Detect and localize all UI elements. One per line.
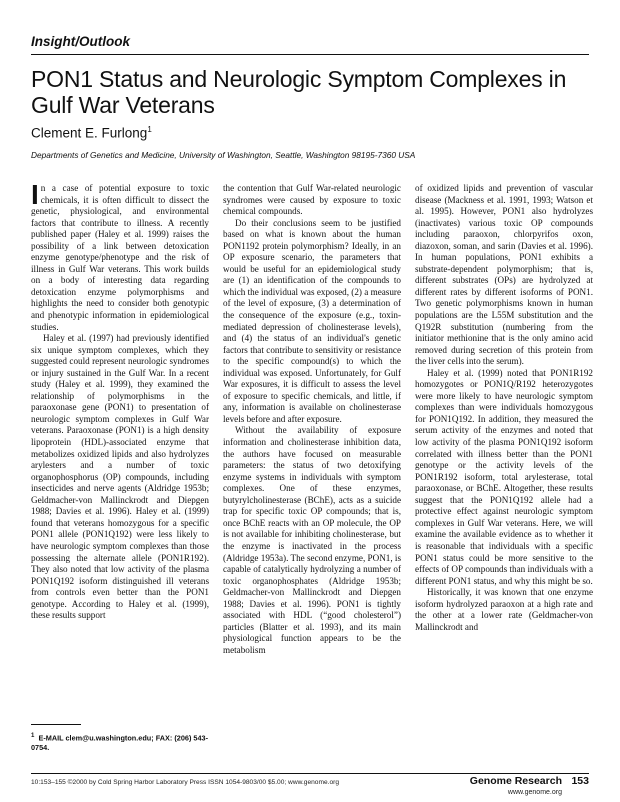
drop-cap: I [31, 179, 39, 210]
paragraph: Without the availability of exposure information and cholinesterase inhibition data, the authors have focused on measurable parameters: the status of two detoxifying enzyme systems in individuals with symptom complexes. One of these enzymes, butyrylcholinesterase (BChE), acts as a suicide trap for specific toxic OP compounds; that is, once BChE reacts with an OP molecule, the OP is not available for inhibiting cholinesterase, but the enzyme is inactivated in the process (Aldridge 1953a). The second enzyme, PON1, is capable of catalytically hydrolyzing a number of toxic organophosphates (Aldridge 1953b; Geldmacher-von Mallinckrodt and Diepgen 1988; Davies et al. 1996). PON1 is tightly associated with HDL (“good cholesterol”) particles (Blatter et al. 1993), and its main physiological function appears to be the metabolism [223, 425, 401, 655]
footer-citation: 10:153–155 ©2000 by Cold Spring Harbor Laboratory Press ISSN 1054-9803/00 $5.00; www.genome.org [31, 779, 339, 786]
page-number: 153 [571, 775, 589, 787]
paragraph: Haley et al. (1997) had previously identified six unique symptom complexes, which they suggested could represent neurologic syndromes or injury sustained in the Gulf War. In a recent study (Haley et al. 1999), they examined the relationship of polymorphisms in the paraoxonase gene (PON1) to presentation of neurologic symptom complexes in Gulf War veterans. Paraoxonase (PON1) is a high density lipoprotein (HDL)-associated enzyme that metabolizes oxidized lipids and also hydrolyzes arylesters and a number of toxic organophosphorus (OP) compounds, including insecticides and nerve agents (Aldridge 1953b; Geldmacher-von Mallinckrodt and Diepgen 1988; Davies et al. 1996). Haley et al. (1999) found that veterans homozygous for a specific PON1 allele (PON1Q192) were less likely to have neurologic symptom complexes than those possessing the alternate allele (PON1R192). They also noted that low activity of the plasma PON1Q192 isoform distinguished ill veterans from controls even better than the PON1 genotype. According to Haley et al. (1999), these results support [31, 333, 209, 621]
paragraph: Haley et al. (1999) noted that PON1R192 homozygotes or PON1Q/R192 heterozygotes were more likely to have neurologic symptom complexes than were individuals homozygous for PON1Q192. In addition, they measured the serum activity of the enzymes and noted that low activity of the plasma PON1Q192 isoform correlated with illness better than the PON1 genotype or the activity levels of the PON1R192 isoform, total arylesterase, total paraoxonase, or BChE. Altogether, these results suggest that the PON1Q192 allele had a protective effect against neurologic symptom complexes in Gulf War veterans. Here, we will examine the available evidence as to whether it is reasonable that individuals with a specific PON1 status could be more sensitive to the effects of OP compounds than individuals with a different PON1 status, and why this might be so. [415, 367, 593, 586]
section-label: Insight/Outlook [31, 34, 130, 49]
article-title: PON1 Status and Neurologic Symptom Complexes in Gulf War Veterans [31, 66, 567, 118]
author-line [31, 125, 152, 141]
footer-journal-name: Genome Research [469, 775, 562, 787]
header-rule [31, 54, 589, 55]
affiliation: Departments of Genetics and Medicine, University of Washington, Seattle, Washington 98195-7360 USA [31, 150, 416, 160]
footnote-rule [31, 724, 81, 725]
footnote-text: E-MAIL clem@u.washington.edu; FAX: (206) 543-0754. [31, 733, 209, 753]
column-1 [31, 179, 209, 622]
paragraph [31, 179, 209, 333]
footnote [31, 731, 209, 753]
author-name: Clement E. Furlong [31, 125, 148, 141]
paragraph: the contention that Gulf War-related neurologic syndromes were caused by exposure to toxic chemical compounds. [223, 183, 401, 217]
paragraph: Do their conclusions seem to be justified based on what is known about the human PON1192 protein polymorphism? Ideally, in an OP exposure scenario, the parameters that would be useful for an epidemiological study are (1) an identification of the compounds to which the individual was exposed, (2) a measure of the level of exposure, (3) a determination of the consequence of the exposure (e.g., toxin-mediated depression of cholinesterase levels), and (4) the status of an individual's genetic factors that contribute to sensitivity or resistance to the specific compound(s) to which the individual was exposed. Unfortunately, for Gulf War exposures, it is difficult to assess the level of exposure to specific chemicals, and little, if any, information is available on cholinesterase levels before and after exposure. [223, 217, 401, 424]
column-2 [223, 183, 401, 656]
column-3 [415, 183, 593, 633]
author-footnote-mark: 1 [147, 125, 152, 134]
paragraph: Historically, it was known that one enzyme isoform hydrolyzed paraoxon at a high rate and the other at a lower rate (Geldmacher-von Mallinckrodt and [415, 587, 593, 632]
footnote-mark: 1 [31, 732, 35, 739]
paragraph: of oxidized lipids and prevention of vascular disease (Mackness et al. 1991, 1993; Watson et al. 1995). However, PON1 also hydrolyzes (inactivates) various toxic OP compounds including paraoxon, chlorpyrifos oxon, diazoxon, soman, and sarin (Davies et al. 1996). In human populations, PON1 exhibits a substrate-dependent polymorphism; that is, different substrates (OPs) are hydrolyzed at different rates by different isoforms of PON1. Two genetic polymorphisms known in human populations are the L55M substitution and the Q192R substitution (numbering from the initiator methionine that is the only amino acid removed during secretion of this protein from the liver cells into the serum). [415, 183, 593, 367]
paragraph-text: n a case of potential exposure to toxic chemicals, it is often difficult to dissect the genetic, physiological, and environmental factors that contribute to illness. A recently published paper (Haley et al. 1999) raises the possibility of a link between detoxication enzyme genotype/phenotype and the risk of illness in Gulf War veterans. This work builds on a body of interesting data regarding detoxication enzyme polymorphisms and highlights the need to consider both genotypic and phenotypic information in epidemiological studies. [31, 183, 209, 332]
footer-rule [31, 773, 589, 774]
footer-url: www.genome.org [507, 789, 562, 796]
